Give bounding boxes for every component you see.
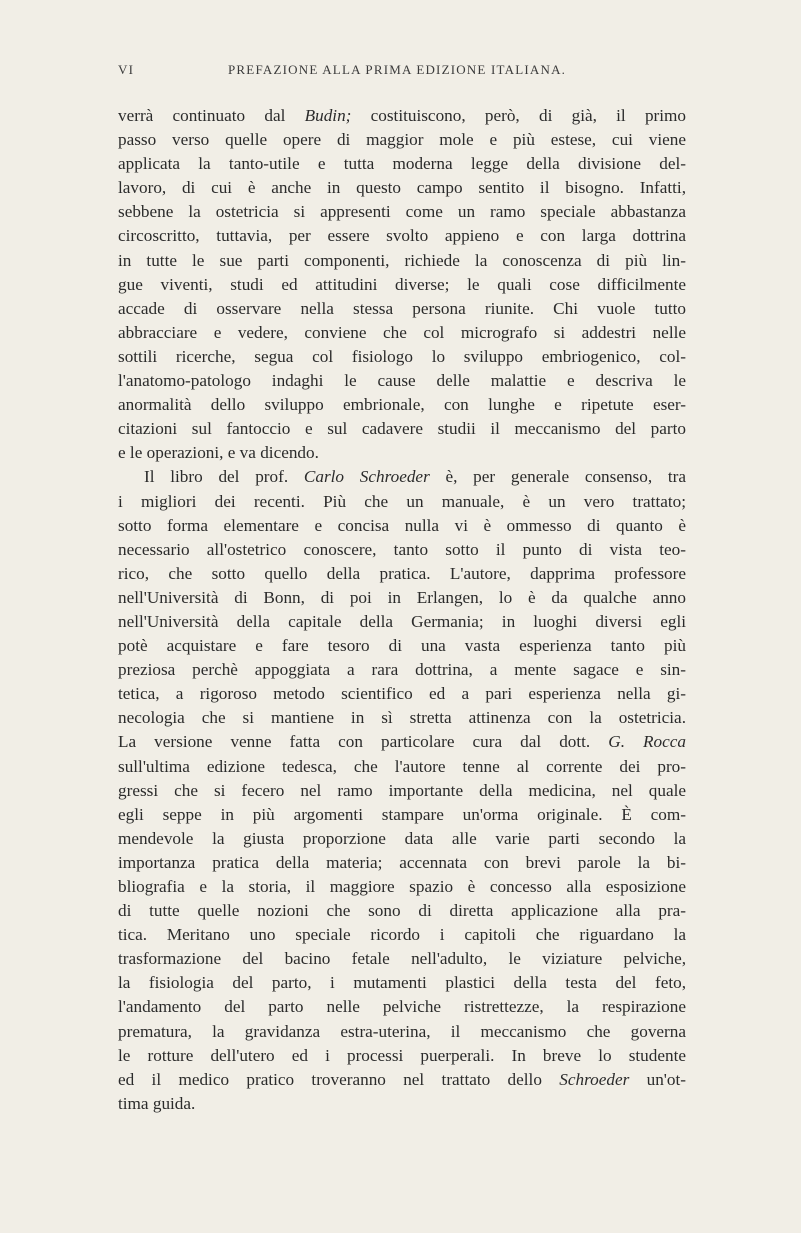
line-text: prematura, la gravidanza estra-uterina, il meccanismo che governa [118,1021,686,1041]
text-line [118,634,686,658]
line-text: accade di osservare nella stessa persona riunite. Chi vuole tutto [118,298,686,318]
page-number: VI [118,62,135,77]
text-line [118,321,686,345]
line-text: La versione venne fatta con particolare cura dal dott. [118,732,609,752]
line-text: è, per generale consenso, tra [429,467,686,487]
line-text: costituiscono, però, di già, il primo [351,106,686,125]
italic-text: G. Rocca [608,732,686,752]
text-line [118,538,686,562]
text-line [118,827,686,851]
italic-text: Budin; [304,106,352,125]
line-text: gue viventi, studi ed attitudini diverse; le quali cose difficilmente [118,274,686,294]
text-line [118,755,686,779]
text-line [118,1068,686,1092]
text-line [118,441,686,465]
text-line [118,249,686,273]
line-text: la fisiologia del parto, i mutamenti plastici della testa del feto, [118,973,686,993]
line-text: lavoro, di cui è anche in questo campo sentito il bisogno. Infatti, [118,178,686,198]
line-text: gressi che si fecero nel ramo importante della medicina, nel quale [118,780,686,800]
text-line [118,562,686,586]
line-text: l'andamento del parto nelle pelviche ristrettezze, la respirazione [118,997,686,1017]
text-line [118,851,686,875]
line-text: sotto forma elementare e concisa nulla vi è ommesso di quanto è [118,515,686,535]
line-text: passo verso quelle opere di maggior mole e più estese, cui viene [118,130,686,150]
line-text: potè acquistare e fare tesoro di una vasta esperienza tanto più [118,636,686,656]
text-line [118,803,686,827]
text-line [118,128,686,152]
running-header [118,62,718,84]
line-text: sull'ultima edizione tedesca, che l'autore tenne al corrente dei pro- [118,756,686,776]
text-line [118,176,686,200]
text-line [118,899,686,923]
text-line [118,369,686,393]
line-text: egli seppe in più argomenti stampare un'orma originale. È com- [118,804,686,824]
line-text: verrà continuato dal [118,106,305,125]
text-line [118,995,686,1019]
text-line [118,730,686,754]
line-text: abbracciare e vedere, conviene che col micrografo si addestri nelle [118,322,686,342]
text-line [118,1044,686,1068]
line-text: preziosa perchè appoggiata a rara dottrina, a mente sagace e sin- [118,660,686,680]
text-line [118,971,686,995]
line-text: importanza pratica della materia; accennata con brevi parole la bi- [118,852,686,872]
line-text: i migliori dei recenti. Più che un manuale, è un vero trattato; [118,491,686,511]
text-line [118,658,686,682]
text-line [118,779,686,803]
italic-text: Schroeder [559,1069,630,1089]
line-text: anormalità dello sviluppo embrionale, con lunghe e ripetute eser- [118,395,686,415]
line-text: le rotture dell'utero ed i processi puerperali. In breve lo studente [118,1045,686,1065]
line-text: tetica, a rigoroso metodo scientifico ed a pari esperienza nella gi- [118,684,686,704]
running-title: PREFAZIONE ALLA PRIMA EDIZIONE ITALIANA. [228,62,567,77]
line-text: tica. Meritano uno speciale ricordo i capitoli che riguardano la [118,925,686,945]
text-line [118,706,686,730]
text-line [118,465,686,489]
text-line [118,393,686,417]
preface-text [118,104,686,1116]
line-text: l'anatomo-patologo indaghi le cause delle malattie e descriva le [118,371,686,391]
text-line [118,104,686,128]
line-text: bliografia e la storia, il maggiore spazio è concesso alla esposizione [118,877,686,896]
text-line [118,947,686,971]
line-text: necessario all'ostetrico conoscere, tanto sotto il punto di vista teo- [118,539,686,559]
line-text: rico, che sotto quello della pratica. L'autore, dapprima professore [118,563,686,583]
text-line [118,152,686,176]
text-line [118,610,686,634]
line-text: un'ot- [629,1069,686,1089]
line-text: sottili ricerche, segua col fisiologo lo sviluppo embriogenico, col- [118,346,686,366]
line-text: Il libro del prof. [144,467,304,487]
text-line [118,1092,686,1116]
text-line [118,224,686,248]
italic-text: Carlo Schroeder [303,467,430,487]
text-line [118,586,686,610]
line-text: in tutte le sue parti componenti, richiede la conoscenza di più lin- [118,250,686,270]
text-line [118,682,686,706]
text-line [118,923,686,947]
line-text: sebbene la ostetricia si appresenti come un ramo speciale abbastanza [118,202,686,222]
line-text: trasformazione del bacino fetale nell'adulto, le viziature pelviche, [118,949,686,969]
text-line [118,417,686,441]
text-line [118,490,686,514]
line-text: nell'Università della capitale della Germania; in luoghi diversi egli [118,611,686,631]
text-line [118,345,686,369]
text-line [118,297,686,321]
line-text: ed il medico pratico troveranno nel trattato dello [118,1069,560,1089]
line-text: circoscritto, tuttavia, per essere svolto appieno e con larga dottrina [118,226,686,246]
line-text: nell'Università di Bonn, di poi in Erlangen, lo è da qualche anno [118,587,686,607]
line-text: necologia che si mantiene in sì stretta attinenza con la ostetricia. [118,708,686,728]
text-line [118,875,686,899]
line-text: mendevole la giusta proporzione data alle varie parti secondo la [118,828,686,848]
text-line [118,1020,686,1044]
line-text: e le operazioni, e va dicendo. [118,443,319,463]
text-line [118,514,686,538]
line-text: di tutte quelle nozioni che sono di diretta applicazione alla pra- [118,901,686,921]
text-line [118,273,686,297]
line-text: citazioni sul fantoccio e sul cadavere studii il meccanismo del parto [118,419,686,439]
line-text: applicata la tanto-utile e tutta moderna legge della divisione del- [118,154,686,174]
text-line [118,200,686,224]
line-text: tima guida. [118,1093,196,1113]
